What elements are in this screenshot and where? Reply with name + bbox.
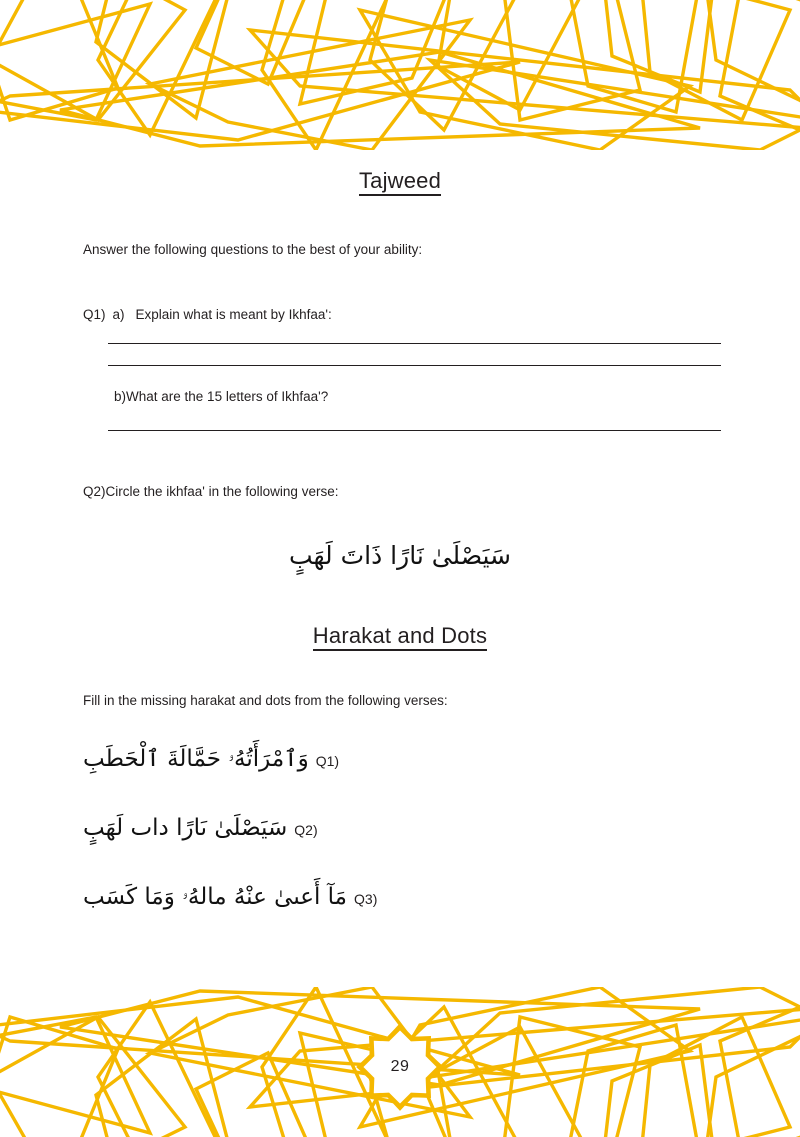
harakat-item-label: Q3) [354, 891, 378, 908]
harakat-item [83, 808, 717, 848]
star-medallion-shape [354, 1021, 446, 1113]
question-q2-text: Circle the ikhfaa' in the following verse: [105, 483, 339, 499]
question-q1b-text: What are the 15 letters of Ikhfaa'? [126, 388, 329, 404]
question-q1a-text: Explain what is meant by Ikhfaa': [135, 307, 332, 323]
question-q2-number: Q2) [83, 483, 106, 499]
page-number-label: 29 [390, 1058, 410, 1075]
question-q1a-sublabel: a) [112, 307, 125, 323]
answer-line[interactable] [108, 365, 721, 366]
harakat-item-verse: وَٱمْرَأَتُهُۥ حَمَّالَةَ ٱلْحَطَبِ [83, 745, 309, 772]
answer-lines-q1b [83, 430, 717, 431]
harakat-item [83, 739, 717, 779]
harakat-item-verse: مَآ أَعىىٰ عنْهُ مالهُۥ وَمَا كَسَب [83, 884, 348, 911]
decorative-border-top [0, 0, 800, 150]
answer-lines-q1a [83, 343, 717, 366]
section-tajweed [83, 168, 717, 196]
harakat-item-label: Q1) [315, 752, 340, 769]
page-number-medallion [0, 1019, 800, 1115]
question-q1a [83, 305, 717, 325]
harakat-question-list [83, 739, 717, 918]
answer-line[interactable] [108, 430, 721, 431]
question-q1a-number: Q1) [83, 307, 106, 323]
harakat-intro-text: Fill in the missing harakat and dots from the following verses: [83, 692, 448, 708]
answer-line[interactable] [108, 343, 721, 344]
harakat-item-verse: سَيَصْلَىٰ ىَارًا داٮ لَهَبٍ [83, 815, 288, 841]
question-q2-verse: سَيَصْلَىٰ نَارًا ذَاتَ لَهَبٍ [288, 541, 512, 570]
worksheet-content [83, 152, 717, 918]
question-q1b [114, 387, 717, 407]
tajweed-title-text: Tajweed [359, 168, 441, 196]
tajweed-intro-text: Answer the following questions to the best of your ability: [83, 242, 423, 257]
harakat-item [83, 877, 717, 917]
section-harakat-and-dots [83, 623, 717, 651]
question-q2 [83, 482, 717, 502]
harakat-item-label: Q2) [294, 822, 318, 838]
harakat-title [83, 623, 717, 651]
tajweed-title [83, 168, 717, 196]
harakat-title-text: Harakat and Dots [313, 623, 487, 651]
question-q1b-number: b) [114, 388, 127, 404]
